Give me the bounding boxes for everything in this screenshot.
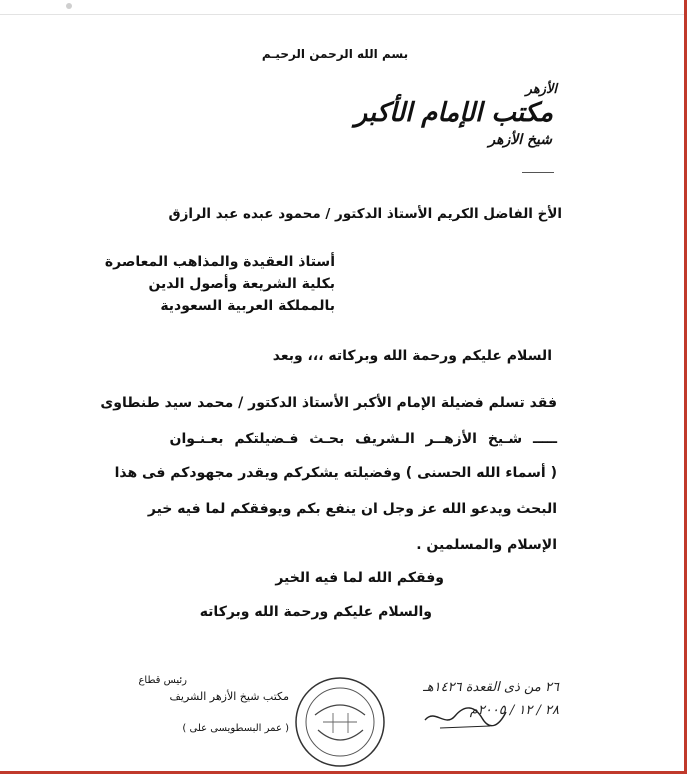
letterhead-sheikh: شيخ الأزهر — [488, 132, 552, 148]
recipient-country: بالمملكة العربية السعودية — [160, 298, 335, 314]
greeting: السلام عليكم ورحمة الله وبركاته ،،، وبعد — [272, 348, 552, 364]
closing-wish: وفقكم الله لما فيه الخير — [275, 570, 444, 586]
handwritten-gregorian-date: ٢٨ / ١٢ / ٢٠٠٥م — [469, 703, 559, 718]
body-line-3: ( أسماء الله الحسنى ) وفضيلته يشكركم ويقدر مجهودكم فى هذا — [114, 465, 557, 481]
recipient-title: أستاذ العقيدة والمذاهب المعاصرة — [104, 254, 335, 270]
recipient-line: الأخ الفاضل الكريم الأستاذ الدكتور / محمود عبده عبد الرازق — [168, 206, 562, 222]
recipient-college: بكلية الشريعة وأصول الدين — [148, 276, 335, 292]
handwritten-hijri-date: ٢٦ من ذى القعدة ١٤٢٦هـ — [423, 680, 559, 695]
letterhead-azhar: الأزهر — [525, 82, 557, 97]
signatory-title: رئيس قطاع — [138, 675, 187, 686]
official-seal-stamp — [293, 675, 388, 770]
handwritten-signature — [420, 698, 510, 738]
basmala: بسم الله الرحمن الرحيـم — [261, 47, 409, 61]
signatory-name: ( عمر البسطويسى على ) — [182, 723, 289, 734]
body-line-1: فقد تسلم فضيلة الإمام الأكبر الأستاذ الدكتور / محمد سيد طنطاوى — [100, 395, 557, 411]
letterhead-divider — [522, 172, 554, 173]
letterhead-office: مكتب الإمام الأكبر — [354, 98, 553, 128]
closing-salutation: والسلام عليكم ورحمة الله وبركاته — [199, 604, 432, 620]
body-line-4: البحث ويدعو الله عز وجل ان ينفع بكم ويوفقكم لما فيه خير — [147, 501, 557, 517]
body-line-5: الإسلام والمسلمين . — [416, 537, 557, 553]
body-line-2: ـــــ شـيخ الأزهــر الـشريف بحـث فـضيلتكم بعـنـوان — [169, 431, 557, 447]
signatory-office: مكتب شيخ الأزهر الشريف — [169, 690, 289, 703]
